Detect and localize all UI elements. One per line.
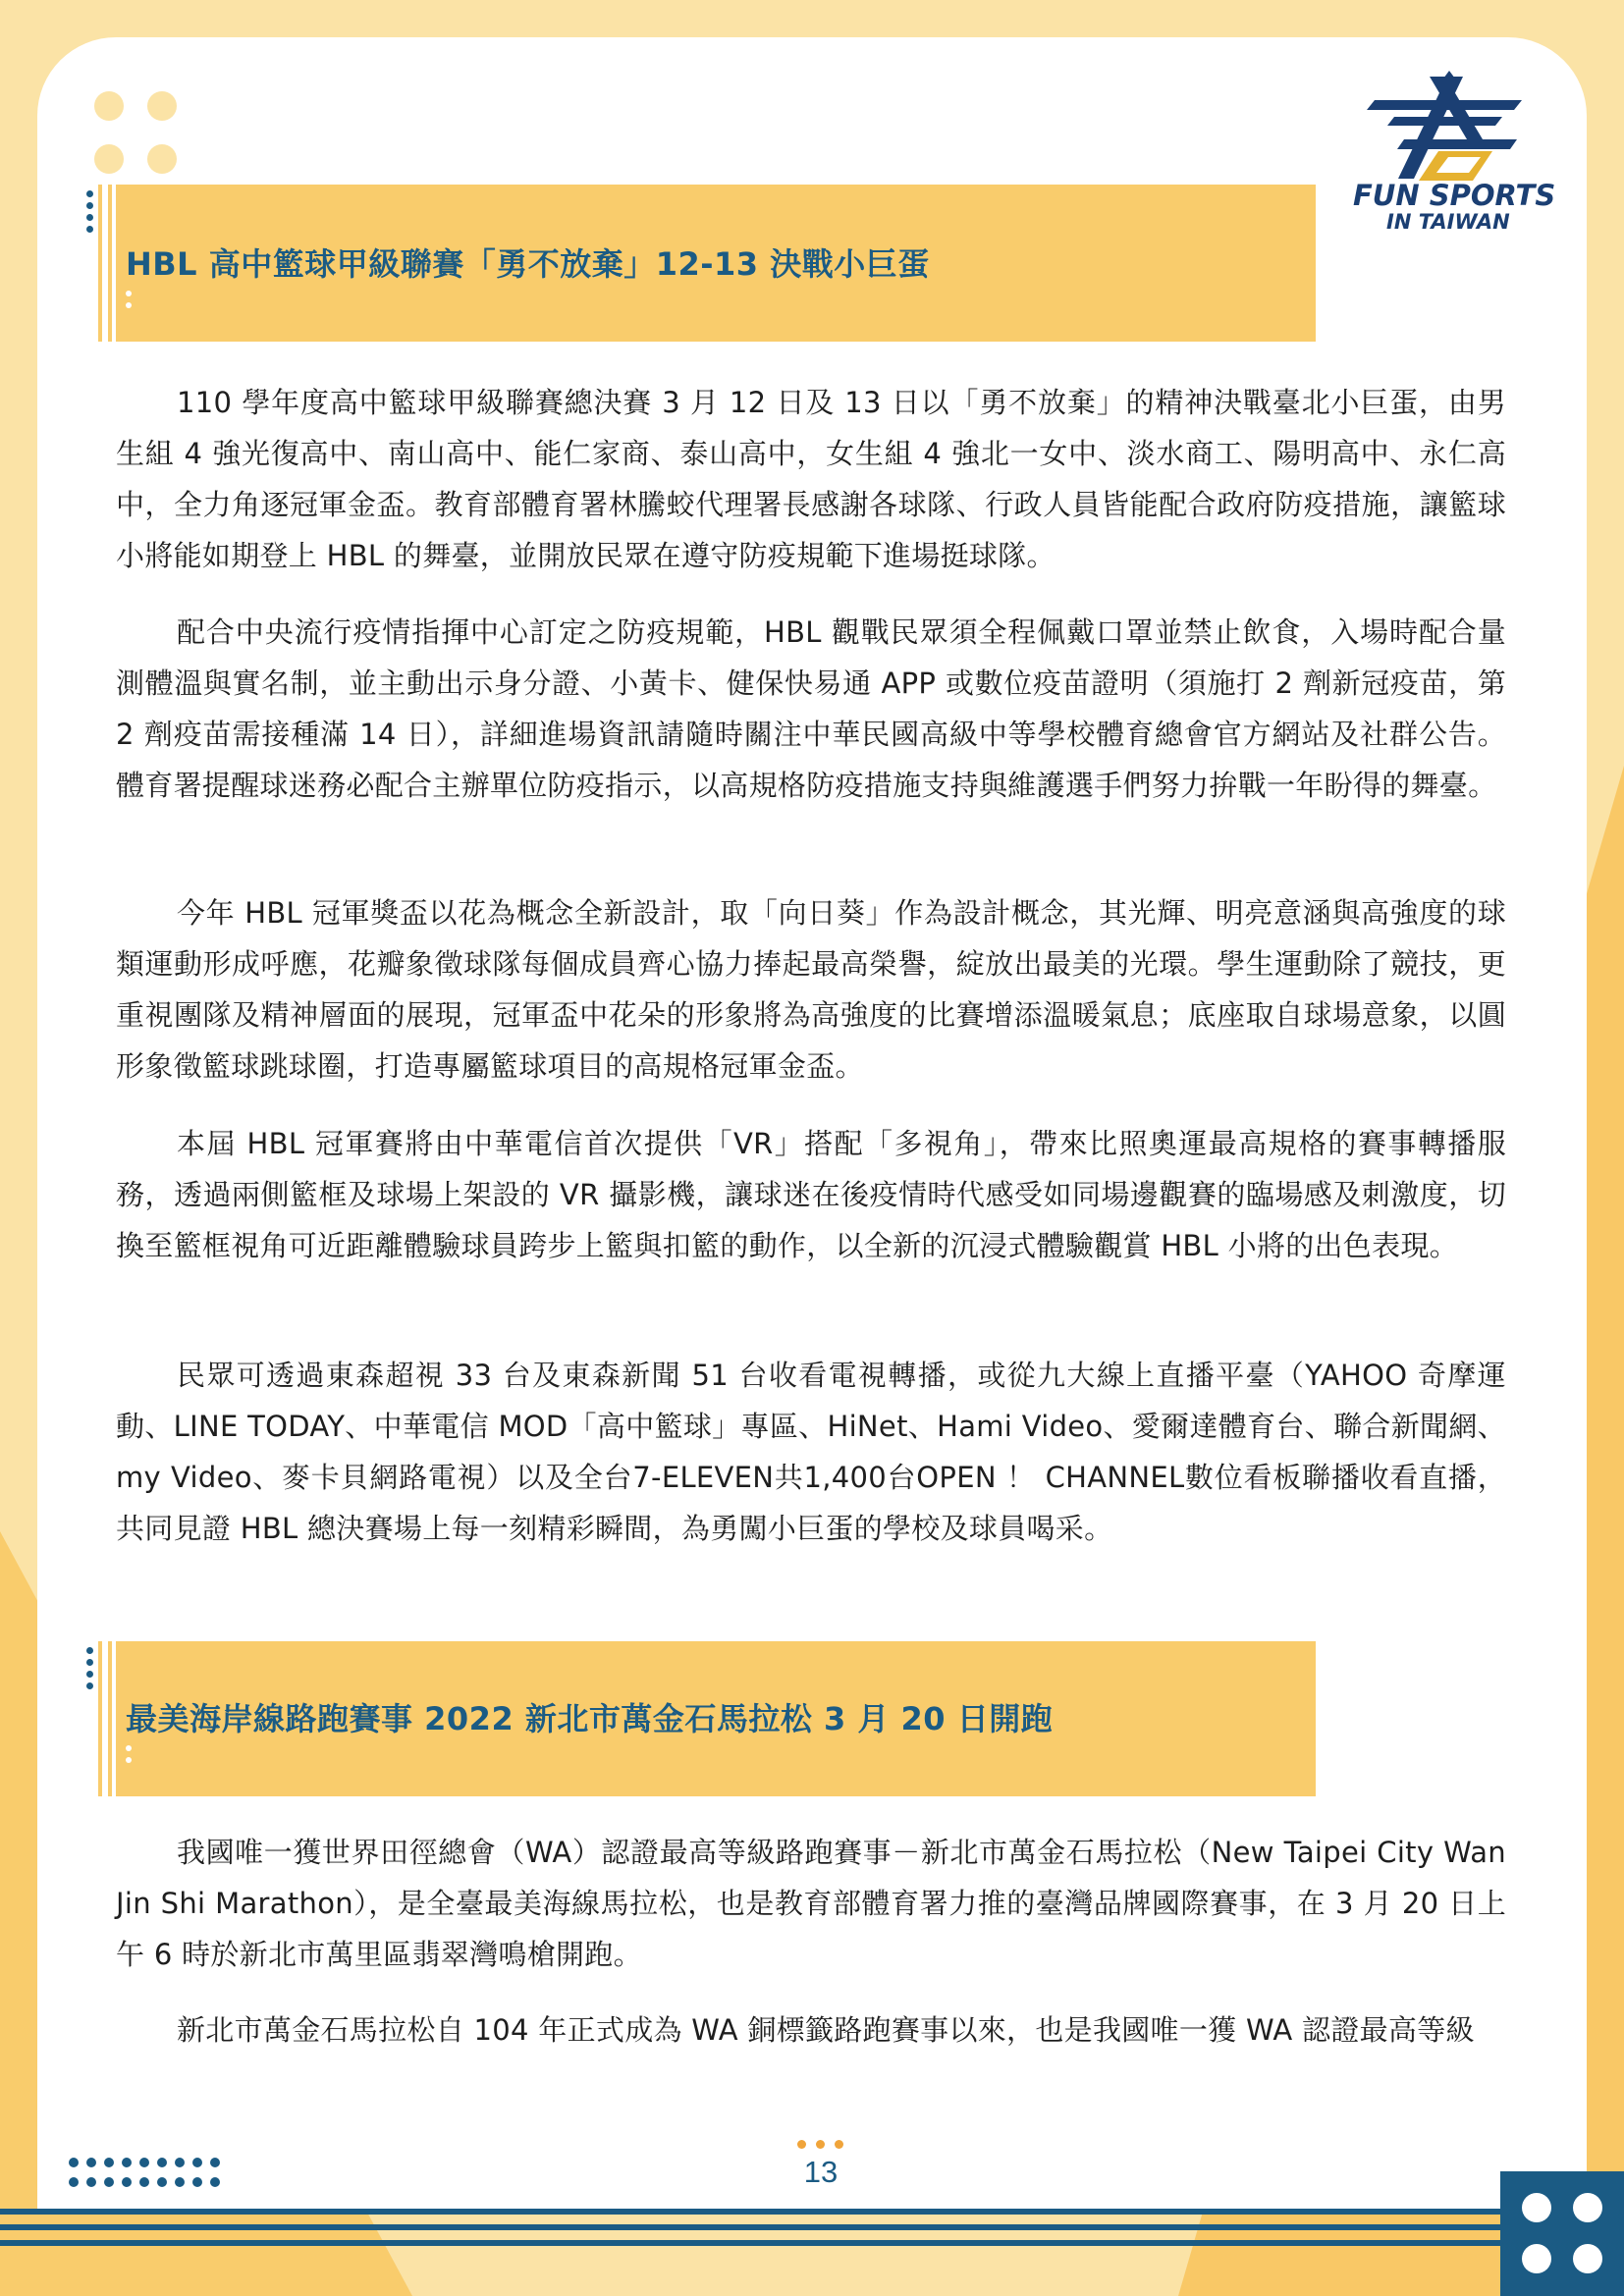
logo-text-line2: IN TAIWAN bbox=[1386, 210, 1510, 234]
section-1-paragraph: 配合中央流行疫情指揮中心訂定之防疫規範，HBL 觀戰民眾須全程佩戴口罩並禁止飲食，入場時配合量測體溫與實名制，並主動出示身分證、小黃卡、健保快易通 APP 或數位疫苗證明（須施打 2 劑新冠疫苗，第 2 劑疫苗需接種滿 14 日），詳細進場資訊請隨時關注中華民國高級中等學校體育總會官方網站及社群公告。體育署提醒球迷務必配合主辦單位防疫指示，以高規格防疫措施支持與維護選手們努力拚戰一年盼得的舞臺。 bbox=[116, 615, 1506, 802]
page-number: 13 bbox=[803, 2155, 839, 2189]
section-1-paragraph: 110 學年度高中籃球甲級聯賽總決賽 3 月 12 日及 13 日以「勇不放棄」的精神決戰臺北小巨蛋，由男生組 4 強光復高中、南山高中、能仁家商、泰山高中，女生組 4 強北一女中、淡水商工、陽明高中、永仁高中，全力角逐冠軍金盃。教育部體育署林騰蛟代理署長感謝各球隊、行政人員皆能配合政府防疫措施，讓籃球小將能如期登上 HBL 的舞臺，並開放民眾在遵守防疫規範下進場挺球隊。 bbox=[116, 386, 1506, 572]
section-2-paragraph: 新北市萬金石馬拉松自 104 年正式成為 WA 銅標籤路跑賽事以來，也是我國唯一獲 WA 認證最高等級 bbox=[177, 2013, 1475, 2047]
section-2-title: 最美海岸線路跑賽事 2022 新北市萬金石馬拉松 3 月 20 日開跑 bbox=[126, 1700, 1054, 1737]
section-1-paragraph: 民眾可透過東森超視 33 台及東森新聞 51 台收看電視轉播，或從九大線上直播平臺（YAHOO 奇摩運動、LINE TODAY、中華電信 MOD「高中籃球」專區、HiNet、Hami Video、愛爾達體育台、聯合新聞網、my Video、麥卡貝網路電視）以及全台7-ELEVEN共1,400台OPEN ！ CHANNEL數位看板聯播收看直播，共同見證 HBL 總決賽場上每一刻精彩瞬間，為勇闖小巨蛋的學校及球員喝采。 bbox=[116, 1359, 1506, 1545]
section-1-title: HBL 高中籃球甲級聯賽「勇不放棄」12-13 決戰小巨蛋 bbox=[126, 245, 930, 283]
section-1-paragraph: 本屆 HBL 冠軍賽將由中華電信首次提供「VR」搭配「多視角」，帶來比照奧運最高規格的賽事轉播服務，透過兩側籃框及球場上架設的 VR 攝影機，讓球迷在後疫情時代感受如同場邊觀賽的臨場感及刺激度，切換至籃框視角可近距離體驗球員跨步上籃與扣籃的動作，以全新的沉浸式體驗觀賞 HBL 小將的出色表現。 bbox=[116, 1127, 1506, 1262]
section-2-header bbox=[88, 1641, 1316, 1796]
section-1-header bbox=[88, 185, 1316, 342]
section-2-paragraph: 我國唯一獲世界田徑總會（WA）認證最高等級路跑賽事－新北市萬金石馬拉松（New Taipei City Wan Jin Shi Marathon），是全臺最美海線馬拉松，也是教育部體育署力推的臺灣品牌國際賽事，在 3 月 20 日上午 6 時於新北市萬里區翡翠灣鳴槍開跑。 bbox=[116, 1836, 1506, 1971]
section-1-paragraph: 今年 HBL 冠軍獎盃以花為概念全新設計，取「向日葵」作為設計概念，其光輝、明亮意涵與高強度的球類運動形成呼應，花瓣象徵球隊每個成員齊心協力捧起最高榮譽，綻放出最美的光環。學生運動除了競技，更重視團隊及精神層面的展現，冠軍盃中花朵的形象將為高強度的比賽增添溫暖氣息；底座取自球場意象，以圓形象徵籃球跳球圈，打造專屬籃球項目的高規格冠軍金盃。 bbox=[116, 896, 1506, 1083]
logo-text-line1: FUN SPORTS bbox=[1353, 179, 1556, 212]
footer-corner-dots-icon bbox=[1500, 2171, 1624, 2296]
